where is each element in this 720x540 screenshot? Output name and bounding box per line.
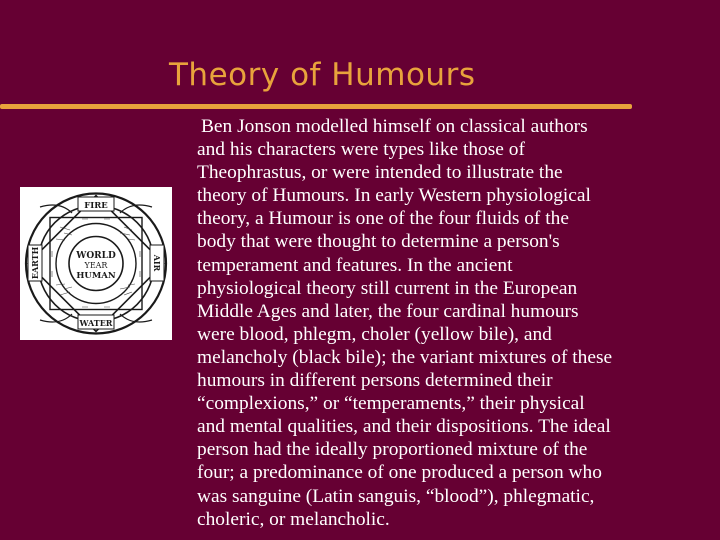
body-line: four; a predominance of one produced a person who: [197, 462, 602, 484]
body-line: “complexions,” or “temperaments,” their physical: [197, 393, 585, 415]
diagram-label-fire: FIRE: [84, 201, 108, 211]
diagram-label-earth: EARTH: [30, 246, 40, 280]
body-line: physiological theory still current in the European: [197, 277, 578, 299]
humours-diagram-icon: [20, 187, 172, 340]
title-underline: [0, 104, 632, 109]
body-line: theory, a Humour is one of the four fluids of the: [197, 208, 569, 230]
body-line: and mental qualities, and their dispositions. The ideal: [197, 416, 611, 438]
diagram-label-water: WATER: [79, 318, 113, 328]
body-line: melancholy (black bile); the variant mixtures of these: [197, 346, 613, 368]
diagram-center-human: HUMAN: [76, 271, 116, 281]
slide-title: Theory of Humours: [169, 57, 476, 93]
diagram-center-world: WORLD: [76, 251, 116, 261]
body-line: Middle Ages and later, the four cardinal humours: [197, 300, 579, 322]
diagram-label-air: AIR: [152, 254, 162, 272]
body-line: were blood, phlegm, choler (yellow bile), and: [197, 323, 552, 345]
humours-diagram: [20, 187, 172, 340]
body-line: humours in different persons determined their: [197, 370, 553, 392]
body-line: and his characters were types like those of: [197, 139, 525, 161]
body-line: choleric, or melancholic.: [197, 508, 390, 530]
body-line: Ben Jonson modelled himself on classical authors: [201, 116, 588, 137]
body-line: person had the ideally proportioned mixture of the: [197, 439, 588, 461]
body-line: Theophrastus, or were intended to illustrate the: [197, 162, 563, 184]
body-paragraph: [197, 115, 717, 531]
body-line: temperament and features. In the ancient: [197, 254, 513, 276]
diagram-center-year: YEAR: [84, 261, 108, 270]
body-line: body that were thought to determine a person's: [197, 231, 560, 253]
body-line: theory of Humours. In early Western physiological: [197, 185, 591, 207]
body-line: was sanguine (Latin sanguis, “blood”), phlegmatic,: [197, 485, 595, 507]
